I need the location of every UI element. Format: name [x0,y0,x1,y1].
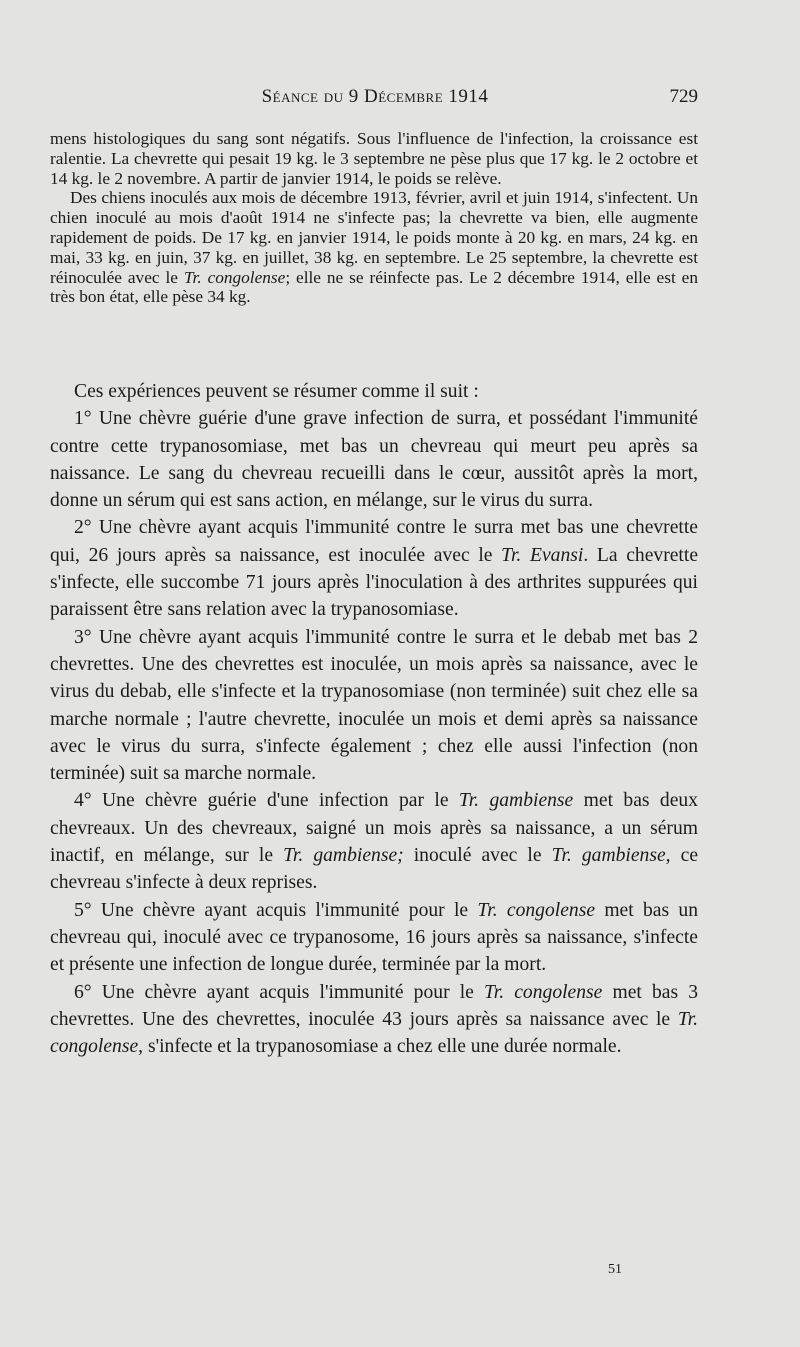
item-5-text-a: 5° Une chèvre ayant acquis l'immunité pour le [74,899,478,921]
species-name: Tr. congolense [477,899,596,921]
small-paragraph-2-text: Des chiens inoculés aux mois de décembre 1913, février, avril et juin 1914, s'infectent. Un chien inoculé au mois d'août 1914 ne s'infecte pas; la chevrette va bien, elle augmente rapidement de poids. De 17 kg. en janvier 1914, le poids monte à 20 kg. en mars, 24 kg. en mai, 33 kg. en juin, 37 kg. en juillet, 38 kg. en septembre. Le 25 septembre, la chevrette est réinoculée avec le [50,188,698,287]
running-head: Séance du 9 Décembre 1914 [261,86,489,107]
item-6-text-b: met bas 3 chevrettes. Une des chevrettes, inoculée 43 jours après sa naissance avec le [50,981,698,1030]
species-name: Tr. Evansi [501,544,584,566]
signature-mark: 51 [608,1262,622,1277]
small-paragraph-1: mens histologiques du sang sont négatifs. Sous l'influence de l'infection, la croissance est ralentie. La chevrette qui pesait 19 kg. le 3 septembre ne pèse plus que 17 kg. le 2 octobre et 14 kg. le 2 novembre. A partir de janvier 1914, le poids se relève. [50,129,698,188]
species-name: Tr. gambiense; [283,845,404,867]
item-4-text-d: ce chevreau s'infecte à deux reprises. [50,845,699,894]
item-2-text-b: . La chevrette s'infecte, elle succombe 71 jours après l'inoculation à des arthrites suppurées qui paraissent être sans relation avec la trypanosomiase. [50,544,699,621]
small-paragraph-2 [50,188,698,307]
item-2-text-a: 2° Une chèvre ayant acquis l'immunité contre le surra met bas une chevrette qui, 26 jours après sa naissance, est inoculée avec le [50,517,698,566]
summary-item-6 [50,979,698,1061]
species-name: Tr. congolense [183,267,286,287]
item-4-text-a: 4° Une chèvre guérie d'une infection par le [74,790,459,812]
species-name: Tr. gambiense, [551,845,671,867]
species-name: Tr. congolense [483,981,603,1003]
item-4-text-c: inoculé avec le [403,845,552,867]
species-name: Tr. congolense, [50,1008,698,1058]
summary-item-5 [50,897,698,979]
small-print-block [50,129,698,307]
summary-item-3: 3° Une chèvre ayant acquis l'immunité contre le surra et le debab met bas 2 chevrettes. Une des chevrettes est inoculée, un mois après sa naissance, avec le virus du debab, elle s'infecte et la trypanosomiase (non terminée) suit chez elle sa marche normale ; l'autre chevrette, inoculée un mois et demi après sa naissance avec le virus du surra, s'infecte également ; chez elle aussi l'infection (non terminée) suit sa marche normale. [50,626,698,785]
summary-intro: Ces expériences peuvent se résumer comme il suit : [74,381,479,402]
item-4-text-b: met bas deux chevreaux. Un des chevreaux, saigné un mois après sa naissance, a un sérum inactif, en mélange, sur le [50,790,698,867]
page-number: 729 [669,86,698,107]
small-paragraph-2-tail: ; elle ne se réinfecte pas. Le 2 décembre 1914, elle est en très bon état, elle pèse 34 kg. [50,267,698,307]
summary-block [50,378,698,1060]
summary-item-2 [50,514,698,623]
species-name: Tr. gambiense [458,790,574,812]
summary-item-4 [50,787,698,896]
page-header [50,86,700,116]
summary-item-1: 1° Une chèvre guérie d'une grave infection de surra, et possédant l'immunité contre cette trypanosomiase, met bas un chevreau qui meurt peu après sa naissance. Le sang du chevreau recueilli dans le cœur, aussitôt après la mort, donne un sérum qui est sans action, en mélange, sur le virus du surra. [50,408,698,512]
item-6-text-a: 6° Une chèvre ayant acquis l'immunité pour le [74,981,484,1003]
item-5-text-b: met bas un chevreau qui, inoculé avec ce trypanosome, 16 jours après sa naissance, s'infecte et présente une infection de longue durée, terminée par la mort. [50,899,698,976]
item-6-text-c: s'infecte et la trypanosomiase a chez elle une durée normale. [143,1036,622,1058]
